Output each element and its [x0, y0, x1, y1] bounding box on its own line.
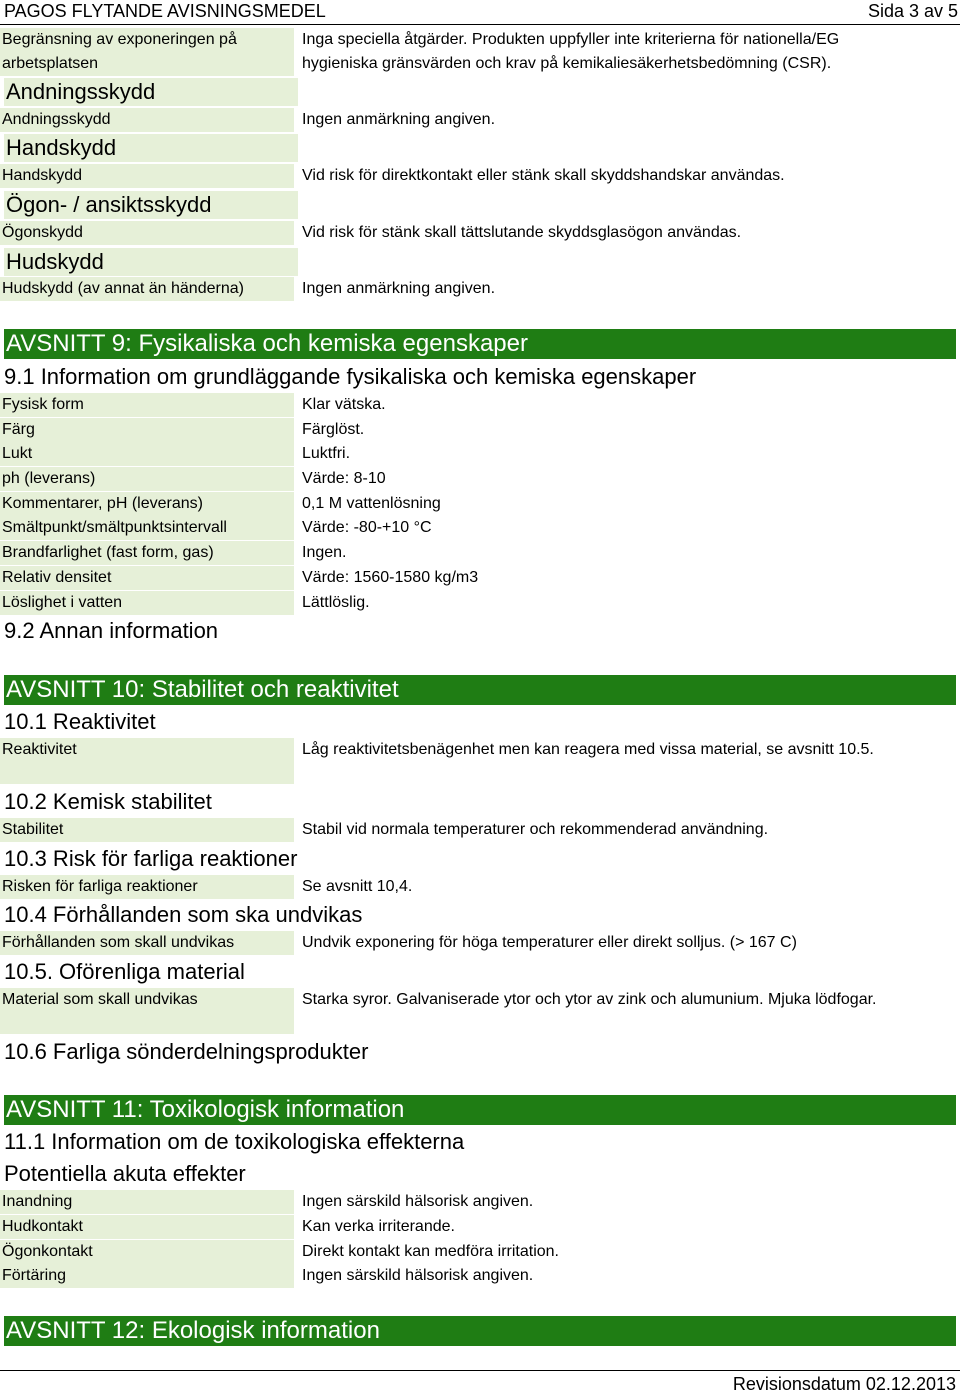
- section-10-3-heading: 10.3 Risk för farliga reaktioner: [4, 846, 298, 871]
- property-label: Relativ densitet: [0, 566, 294, 590]
- section-12-title: AVSNITT 12: Ekologisk information: [4, 1316, 956, 1346]
- section-10-4-heading: 10.4 Förhållanden som ska undvikas: [4, 902, 363, 927]
- property-label: Löslighet i vatten: [0, 591, 294, 615]
- hazardous-reactions-label: Risken för farliga reaktioner: [0, 875, 294, 899]
- revision-date: Revisionsdatum 02.12.2013: [732, 1374, 956, 1394]
- reactivity-value: Låg reaktivitetsbenägenhet men kan reagera med vissa material, se avsnitt 10.5.: [302, 741, 874, 758]
- incompatible-materials-label: Material som skall undvikas: [0, 988, 294, 1034]
- skin-label: Hudskydd (av annat än händerna): [0, 277, 294, 301]
- section-9-2-heading: 9.2 Annan information: [4, 618, 219, 643]
- eye-label: Ögonskydd: [0, 221, 294, 245]
- property-label: Kommentarer, pH (leverans): [0, 492, 294, 516]
- section-9-1-heading: 9.1 Information om grundläggande fysikaliska och kemiska egenskaper: [4, 364, 697, 389]
- section-10-2-heading: 10.2 Kemisk stabilitet: [4, 789, 212, 814]
- property-label: Brandfarlighet (fast form, gas): [0, 541, 294, 565]
- acute-effects-heading: Potentiella akuta effekter: [4, 1161, 246, 1186]
- exposure-route-value: Direkt kontakt kan medföra irritation.: [302, 1243, 559, 1260]
- hazardous-reactions-value: Se avsnitt 10,4.: [302, 878, 413, 895]
- exposure-label: Begränsning av exponeringen på arbetsplatsen: [0, 28, 294, 76]
- respiratory-heading: Andningsskydd: [4, 78, 298, 106]
- property-label: Färg: [0, 418, 294, 442]
- property-label: Fysisk form: [0, 393, 294, 417]
- document-title: PAGOS FLYTANDE AVISNINGSMEDEL: [4, 1, 326, 21]
- property-label: Lukt: [0, 442, 294, 466]
- respiratory-label: Andningsskydd: [0, 108, 294, 132]
- skin-heading: Hudskydd: [4, 248, 298, 276]
- exposure-route-value: Ingen särskild hälsorisk angiven.: [302, 1267, 534, 1284]
- section-11-title: AVSNITT 11: Toxikologisk information: [4, 1095, 956, 1125]
- section-9-title: AVSNITT 9: Fysikaliska och kemiska egenskaper: [4, 329, 956, 359]
- skin-value: Ingen anmärkning angiven.: [302, 280, 496, 297]
- exposure-route-value: Ingen särskild hälsorisk angiven.: [302, 1193, 534, 1210]
- property-value: Luktfri.: [302, 445, 351, 462]
- section-10-6-heading: 10.6 Farliga sönderdelningsprodukter: [4, 1039, 369, 1064]
- section-10-5-heading: 10.5. Oförenliga material: [4, 959, 245, 984]
- conditions-avoid-value: Undvik exponering för höga temperaturer eller direkt solljus. (> 167 C): [302, 934, 797, 951]
- page-number: Sida 3 av 5: [867, 1, 958, 21]
- respiratory-value: Ingen anmärkning angiven.: [302, 111, 496, 128]
- exposure-route-label: Ögonkontakt: [0, 1240, 294, 1264]
- section-10-title: AVSNITT 10: Stabilitet och reaktivitet: [4, 675, 956, 705]
- exposure-value: Inga speciella åtgärder. Produkten uppfyller inte kriterierna för nationella/EG hygieniska gränsvärden och krav på kemikaliesäkerhetsbedömning (CSR).: [302, 31, 840, 72]
- eye-heading: Ögon- / ansiktsskydd: [4, 191, 298, 219]
- property-value: Ingen.: [302, 544, 347, 561]
- property-value: Värde: 1560-1580 kg/m3: [302, 569, 479, 586]
- property-label: ph (leverans): [0, 467, 294, 491]
- stability-value: Stabil vid normala temperaturer och rekommenderad användning.: [302, 821, 769, 838]
- hand-label: Handskydd: [0, 164, 294, 188]
- conditions-avoid-label: Förhållanden som skall undvikas: [0, 931, 294, 955]
- exposure-route-label: Inandning: [0, 1190, 294, 1214]
- section-10-1-heading: 10.1 Reaktivitet: [4, 709, 156, 734]
- eye-value: Vid risk för stänk skall tättslutande skyddsglasögon användas.: [302, 224, 742, 241]
- incompatible-materials-value: Starka syror. Galvaniserade ytor och ytor av zink och alumunium. Mjuka lödfogar.: [302, 991, 877, 1008]
- exposure-route-label: Hudkontakt: [0, 1215, 294, 1239]
- page-footer: [0, 1370, 960, 1394]
- exposure-route-value: Kan verka irriterande.: [302, 1218, 455, 1235]
- property-value: 0,1 M vattenlösning: [302, 495, 441, 512]
- hand-value: Vid risk för direktkontakt eller stänk skall skyddshandskar användas.: [302, 167, 785, 184]
- reactivity-label: Reaktivitet: [0, 738, 294, 784]
- hand-heading: Handskydd: [4, 134, 298, 162]
- page-header: [0, 0, 960, 25]
- property-label: Smältpunkt/smältpunktsintervall: [0, 516, 294, 540]
- stability-label: Stabilitet: [0, 818, 294, 842]
- section-11-1-heading: 11.1 Information om de toxikologiska effekterna: [4, 1129, 465, 1154]
- property-value: Värde: 8-10: [302, 470, 386, 487]
- property-value: Lättlöslig.: [302, 594, 370, 611]
- property-value: Klar vätska.: [302, 396, 386, 413]
- property-value: Värde: -80-+10 °C: [302, 519, 432, 536]
- exposure-route-label: Förtäring: [0, 1264, 294, 1288]
- property-value: Färglöst.: [302, 421, 365, 438]
